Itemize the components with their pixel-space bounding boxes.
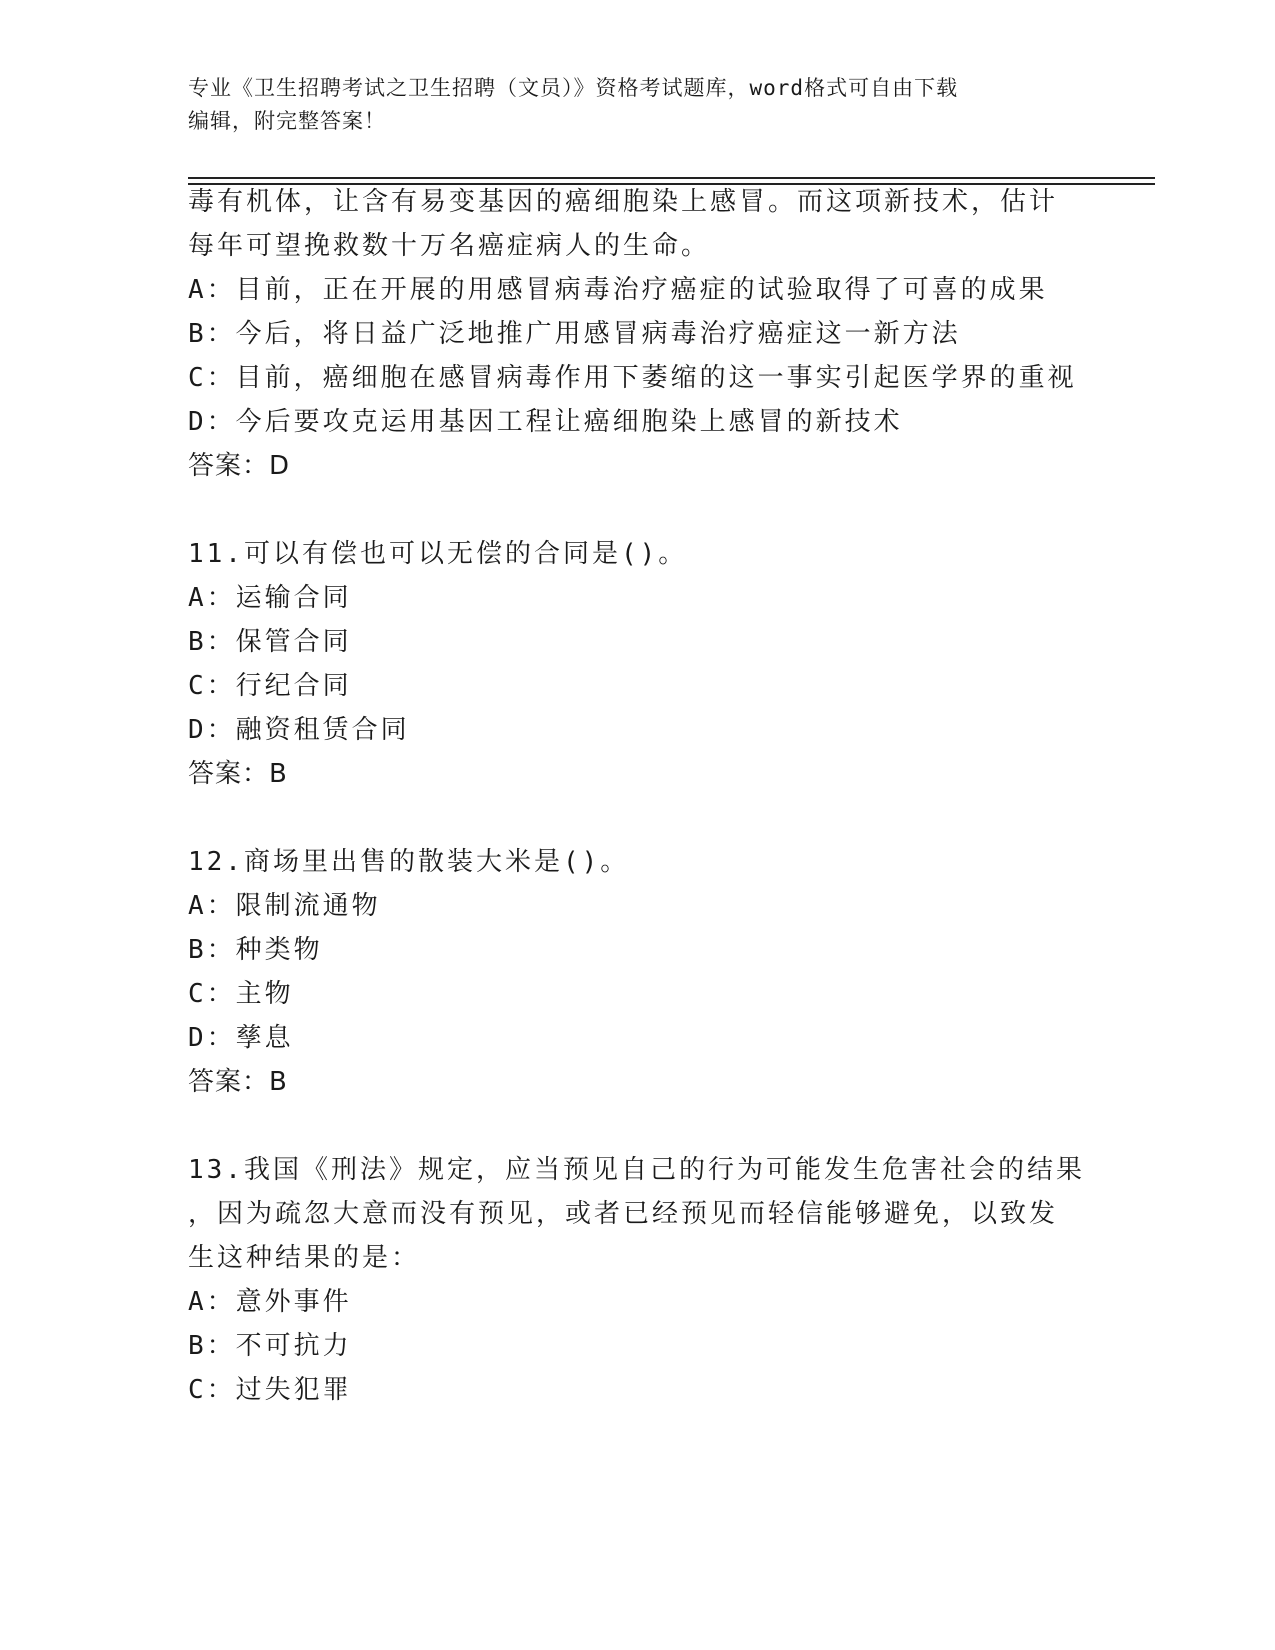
option-c: C：目前，癌细胞在感冒病毒作用下萎缩的这一事实引起医学界的重视 — [188, 363, 1077, 393]
option-c: C：过失犯罪 — [188, 1375, 352, 1405]
header-line-2: 编辑，附完整答案！ — [188, 109, 386, 133]
page-header — [188, 72, 1088, 138]
option-b: B：保管合同 — [188, 627, 352, 657]
question-stem-line: ，因为疏忽大意而没有预见，或者已经预见而轻信能够避免，以致发 — [188, 1199, 1059, 1229]
option-c: C：主物 — [188, 979, 294, 1009]
option-a: A：意外事件 — [188, 1287, 352, 1317]
option-a: A：目前，正在开展的用感冒病毒治疗癌症的试验取得了可喜的成果 — [188, 275, 1048, 305]
question-stem: 11.可以有偿也可以无偿的合同是()。 — [188, 539, 688, 569]
question-stem-line: 生这种结果的是： — [188, 1243, 421, 1273]
header-rule-bottom — [188, 183, 1155, 185]
option-b: B：今后，将日益广泛地推广用感冒病毒治疗癌症这一新方法 — [188, 319, 961, 349]
question-continuation-line: 毒有机体，让含有易变基因的癌细胞染上感冒。而这项新技术，估计 — [188, 187, 1059, 217]
header-line-1: 专业《卫生招聘考试之卫生招聘（文员）》资格考试题库，word格式可自由下载 — [188, 76, 959, 100]
header-rule-top — [188, 177, 1155, 179]
answer: 答案：B — [188, 1067, 288, 1097]
option-a: A：限制流通物 — [188, 891, 381, 921]
question-stem-line: 13.我国《刑法》规定，应当预见自己的行为可能发生危害社会的结果 — [188, 1155, 1085, 1185]
option-d: D：孳息 — [188, 1023, 294, 1053]
option-d: D：融资租赁合同 — [188, 715, 410, 745]
option-b: B：不可抗力 — [188, 1331, 352, 1361]
answer: 答案：D — [188, 451, 291, 481]
option-a: A：运输合同 — [188, 583, 352, 613]
answer: 答案：B — [188, 759, 288, 789]
option-d: D：今后要攻克运用基因工程让癌细胞染上感冒的新技术 — [188, 407, 903, 437]
option-c: C：行纪合同 — [188, 671, 352, 701]
option-b: B：种类物 — [188, 935, 323, 965]
question-continuation-line: 每年可望挽救数十万名癌症病人的生命。 — [188, 231, 711, 261]
question-stem: 12.商场里出售的散装大米是()。 — [188, 847, 630, 877]
